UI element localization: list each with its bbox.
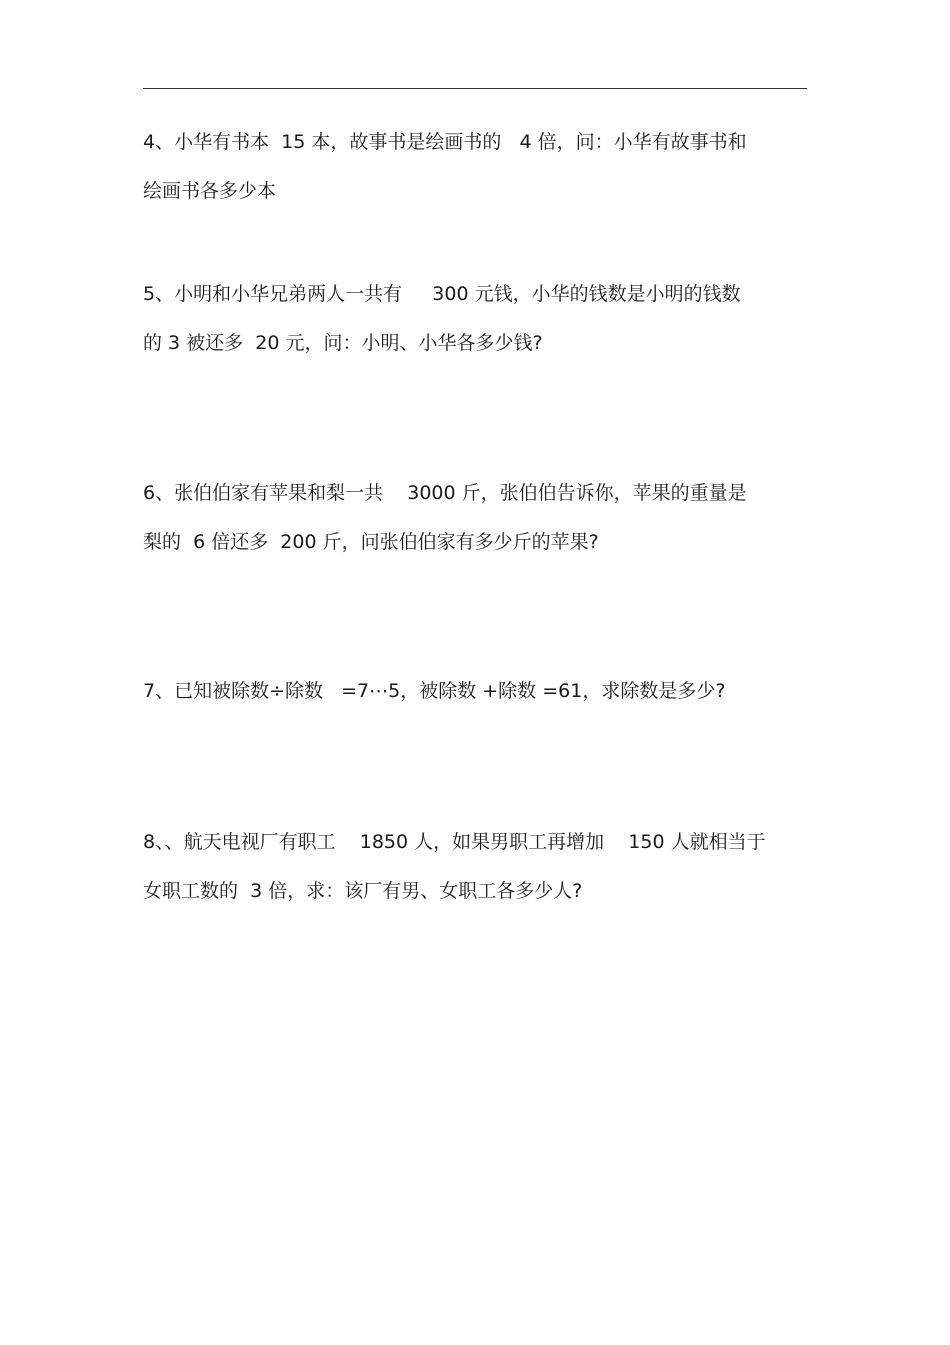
problem-8-line-1: 8、、航天电视厂有职工 1850 人，如果男职工再增加 150 人就相当于: [143, 831, 766, 853]
problem-5-line-1: 5、小明和小华兄弟两人一共有 300 元钱，小华的钱数是小明的钱数: [143, 283, 741, 305]
problem-4-line-1: 4、小华有书本 15 本，故事书是绘画书的 4 倍，问：小华有故事书和: [143, 131, 747, 153]
problem-6-line-2: 梨的 6 倍还多 200 斤，问张伯伯家有多少斤的苹果?: [143, 531, 599, 553]
problem-6-line-1: 6、张伯伯家有苹果和梨一共 3000 斤，张伯伯告诉你，苹果的重量是: [143, 482, 747, 504]
problem-8-line-2: 女职工数的 3 倍，求：该厂有男、女职工各多少人?: [143, 880, 583, 902]
problem-7-line-1: 7、已知被除数÷除数 =7⋯5，被除数 +除数 =61，求除数是多少?: [143, 680, 726, 702]
header-rule: [143, 88, 807, 89]
problem-5-line-2: 的 3 被还多 20 元，问：小明、小华各多少钱?: [143, 332, 543, 354]
problem-4-line-2: 绘画书各多少本: [143, 180, 277, 202]
